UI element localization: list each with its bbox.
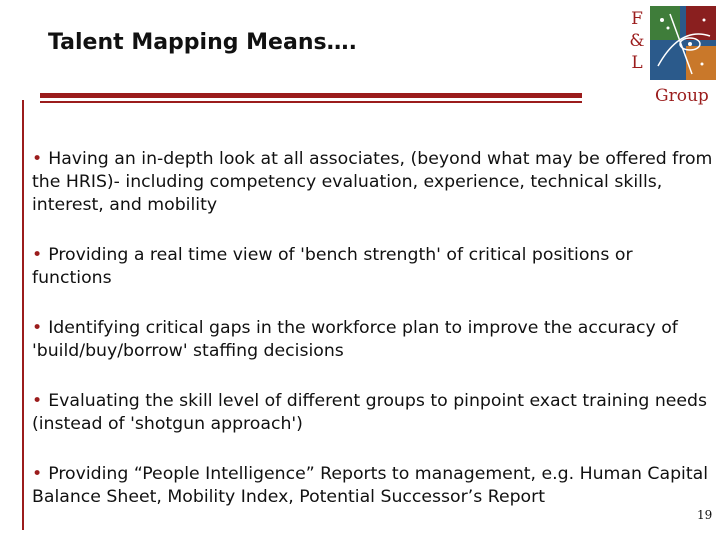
left-vertical-rule	[22, 100, 24, 530]
logo-letter-f: F	[631, 9, 643, 29]
bullet-text: Identifying critical gaps in the workforce plan to improve the accuracy of 'build/buy/borrow' staffing decisions	[32, 318, 678, 361]
bullet-text: Providing a real time view of 'bench strength' of critical positions or functions	[32, 245, 633, 288]
logo-emblem	[650, 6, 716, 80]
bullet-text: Having an in-depth look at all associates, (beyond what may be offered from the HRIS)- including competency evaluation, experience, technical skills, interest, and mobility	[32, 149, 713, 215]
bullet-glyph: •	[32, 464, 43, 484]
bullet-item	[32, 244, 714, 290]
bullet-glyph: •	[32, 391, 43, 411]
bullet-item	[32, 148, 714, 217]
bullet-item	[32, 463, 714, 509]
logo-letter-l: L	[631, 53, 643, 73]
bullet-glyph: •	[32, 318, 43, 338]
title-divider-thin	[40, 101, 582, 103]
bullet-glyph: •	[32, 245, 43, 265]
page-number: 19	[697, 508, 713, 522]
bullet-text: Providing “People Intelligence” Reports to management, e.g. Human Capital Balance Sheet, Mobility Index, Potential Successor’s Report	[32, 464, 709, 507]
bullet-glyph: •	[32, 149, 43, 169]
logo-letters	[627, 8, 647, 74]
bullet-item	[32, 317, 714, 363]
bullet-item	[32, 390, 714, 436]
slide-title: Talent Mapping Means….	[48, 30, 357, 55]
bullet-list	[32, 148, 714, 536]
bullet-text: Evaluating the skill level of different groups to pinpoint exact training needs (instead of 'shotgun approach')	[32, 391, 708, 434]
title-divider-thick	[40, 93, 582, 98]
logo-group-label: Group	[655, 86, 709, 106]
logo-letter-amp: &	[629, 31, 645, 51]
